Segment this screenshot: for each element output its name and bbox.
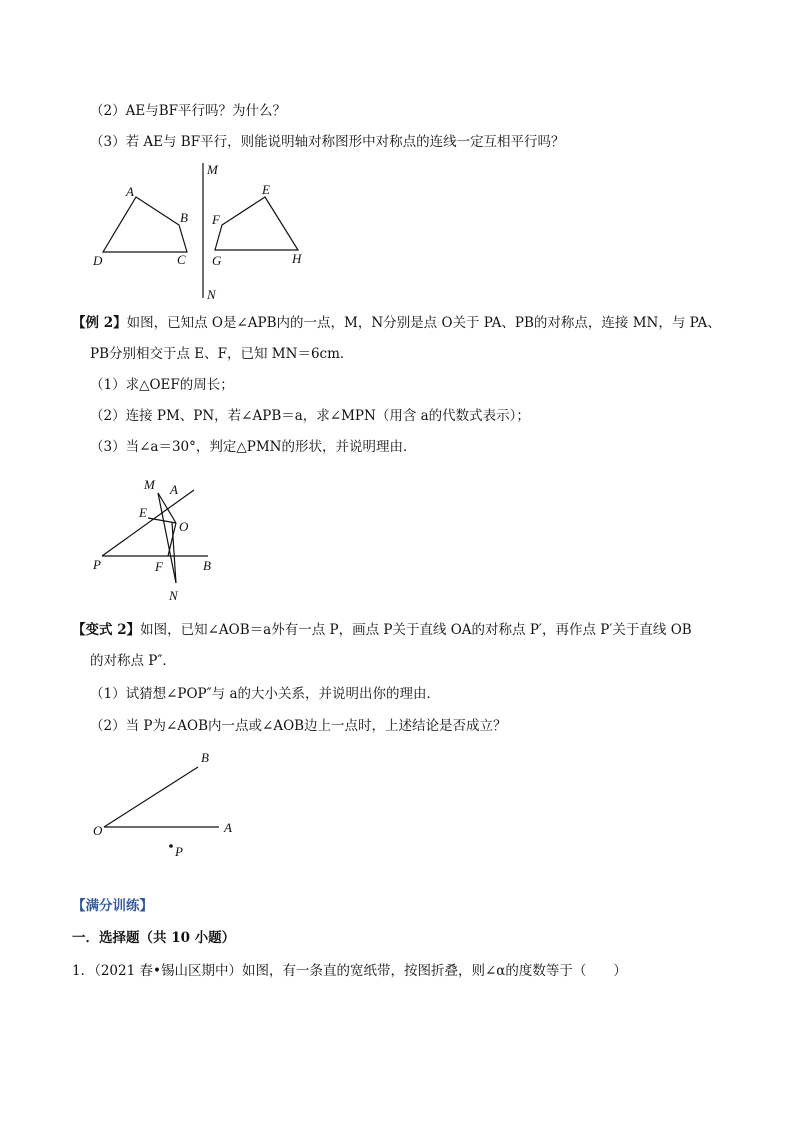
ray-ob — [104, 767, 198, 827]
question-1: 1．（2021 春•锡山区期中）如图，有一条直的宽纸带，按图折叠，则∠α的度数等于（ ） — [72, 963, 627, 979]
question-part-2: （2）AE与BF平行吗？为什么？ — [90, 103, 286, 119]
label-m: M — [144, 477, 155, 492]
point-p — [169, 844, 173, 848]
label-n: N — [169, 588, 178, 603]
example-2-part-2: （2）连接 PM、PN，若∠APB＝a，求∠MPN（用含 a的代数式表示）； — [90, 408, 530, 424]
label-o: O — [179, 519, 189, 534]
section-heading: 一．选择题（共 10 小题） — [72, 930, 236, 946]
example-2-tag: 【例 2】 — [72, 315, 127, 331]
label-h: H — [292, 251, 302, 266]
label-g: G — [212, 253, 222, 268]
label-a: A — [170, 482, 178, 497]
example-2-part-3: （3）当∠a＝30°，判定△PMN的形状，并说明理由． — [90, 439, 417, 455]
label-p: P — [175, 844, 183, 859]
label-c: C — [177, 252, 186, 267]
example-2-text-1: 如图，已知点 O是∠APB内的一点，M，N分别是点 O关于 PA、PB的对称点，连接 MN，与 PA、 — [126, 315, 721, 331]
variation-2-part-1: （1）试猜想∠POP″与 a的大小关系，并说明出你的理由． — [90, 686, 441, 702]
label-d: D — [93, 253, 103, 268]
variation-2-part-2: （2）当 P为∠AOB内一点或∠AOB边上一点时，上述结论是否成立？ — [90, 718, 507, 734]
label-f: F — [212, 212, 220, 227]
label-b: B — [180, 210, 188, 225]
label-b: B — [201, 750, 209, 765]
label-f: F — [155, 559, 163, 574]
label-e: E — [139, 505, 147, 520]
example-2-part-1: （1）求△OEF的周长； — [90, 377, 234, 393]
label-e: E — [262, 182, 270, 197]
question-part-3: （3）若 AE与 BF平行，则能说明轴对称图形中对称点的连线一定互相平行吗？ — [90, 134, 565, 150]
training-heading: 【满分训练】 — [72, 898, 153, 914]
label-p: P — [93, 557, 101, 572]
variation-2-line-2: 的对称点 P″． — [90, 653, 176, 669]
variation-2-text-1: 如图，已知∠AOB＝a外有一点 P，画点 P关于直线 OA的对称点 P′，再作点 P′关于直线 OB — [140, 622, 692, 638]
label-o: O — [93, 823, 103, 838]
example-2-line-2: PB分别相交于点 E、F，已知 MN＝6cm． — [90, 346, 354, 362]
label-n: N — [207, 287, 216, 302]
label-a: A — [224, 820, 232, 835]
variation-2-tag: 【变式 2】 — [72, 622, 141, 638]
label-m: M — [207, 162, 218, 177]
label-b: B — [203, 558, 211, 573]
label-a: A — [126, 184, 134, 199]
